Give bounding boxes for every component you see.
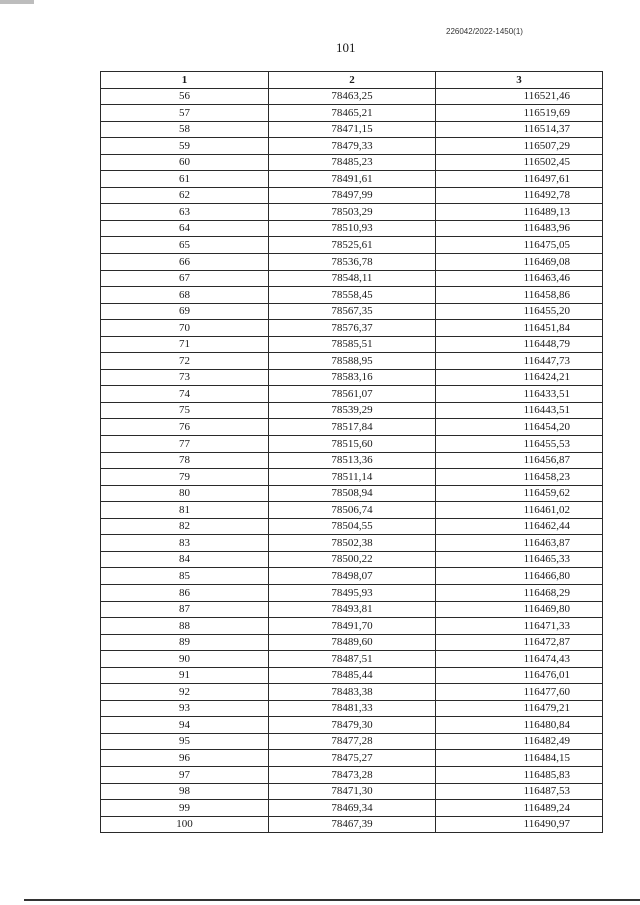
table-row xyxy=(101,634,603,651)
point-number-cell: 94 xyxy=(101,717,269,734)
y-coordinate-cell: 116466,80 xyxy=(436,568,603,585)
point-number-cell: 91 xyxy=(101,667,269,684)
point-number-cell: 71 xyxy=(101,336,269,353)
table-row xyxy=(101,369,603,386)
table-row xyxy=(101,287,603,304)
x-coordinate-cell: 78469,34 xyxy=(269,800,436,817)
x-coordinate-cell: 78503,29 xyxy=(269,204,436,221)
y-coordinate-cell: 116482,49 xyxy=(436,733,603,750)
table-row xyxy=(101,436,603,453)
x-coordinate-cell: 78471,30 xyxy=(269,783,436,800)
table-row xyxy=(101,353,603,370)
y-coordinate-cell: 116443,51 xyxy=(436,402,603,419)
x-coordinate-cell: 78513,36 xyxy=(269,452,436,469)
x-coordinate-cell: 78588,95 xyxy=(269,353,436,370)
x-coordinate-cell: 78489,60 xyxy=(269,634,436,651)
point-number-cell: 76 xyxy=(101,419,269,436)
point-number-cell: 99 xyxy=(101,800,269,817)
point-number-cell: 96 xyxy=(101,750,269,767)
y-coordinate-cell: 116463,87 xyxy=(436,535,603,552)
x-coordinate-cell: 78498,07 xyxy=(269,568,436,585)
table-row xyxy=(101,105,603,122)
table-row xyxy=(101,502,603,519)
x-coordinate-cell: 78481,33 xyxy=(269,700,436,717)
x-coordinate-cell: 78463,25 xyxy=(269,88,436,105)
y-coordinate-cell: 116507,29 xyxy=(436,138,603,155)
table-row xyxy=(101,485,603,502)
x-coordinate-cell: 78536,78 xyxy=(269,254,436,271)
table-row xyxy=(101,568,603,585)
x-coordinate-cell: 78493,81 xyxy=(269,601,436,618)
y-coordinate-cell: 116458,23 xyxy=(436,469,603,486)
x-coordinate-cell: 78585,51 xyxy=(269,336,436,353)
y-coordinate-cell: 116492,78 xyxy=(436,187,603,204)
table-row xyxy=(101,518,603,535)
point-number-cell: 59 xyxy=(101,138,269,155)
table-row xyxy=(101,204,603,221)
table-row xyxy=(101,220,603,237)
y-coordinate-cell: 116469,08 xyxy=(436,254,603,271)
table-row xyxy=(101,700,603,717)
x-coordinate-cell: 78495,93 xyxy=(269,584,436,601)
x-coordinate-cell: 78502,38 xyxy=(269,535,436,552)
y-coordinate-cell: 116485,83 xyxy=(436,766,603,783)
point-number-cell: 80 xyxy=(101,485,269,502)
y-coordinate-cell: 116448,79 xyxy=(436,336,603,353)
point-number-cell: 95 xyxy=(101,733,269,750)
table-row xyxy=(101,402,603,419)
y-coordinate-cell: 116484,15 xyxy=(436,750,603,767)
point-number-cell: 64 xyxy=(101,220,269,237)
y-coordinate-cell: 116424,21 xyxy=(436,369,603,386)
x-coordinate-cell: 78567,35 xyxy=(269,303,436,320)
y-coordinate-cell: 116468,29 xyxy=(436,584,603,601)
x-coordinate-cell: 78576,37 xyxy=(269,320,436,337)
y-coordinate-cell: 116471,33 xyxy=(436,618,603,635)
page-number: 101 xyxy=(336,40,356,55)
x-coordinate-cell: 78483,38 xyxy=(269,684,436,701)
y-coordinate-cell: 116472,87 xyxy=(436,634,603,651)
point-number-cell: 100 xyxy=(101,816,269,833)
table-row xyxy=(101,601,603,618)
x-coordinate-cell: 78467,39 xyxy=(269,816,436,833)
point-number-cell: 62 xyxy=(101,187,269,204)
y-coordinate-cell: 116487,53 xyxy=(436,783,603,800)
y-coordinate-cell: 116521,46 xyxy=(436,88,603,105)
y-coordinate-cell: 116483,96 xyxy=(436,220,603,237)
x-coordinate-cell: 78561,07 xyxy=(269,386,436,403)
x-coordinate-cell: 78510,93 xyxy=(269,220,436,237)
point-number-cell: 86 xyxy=(101,584,269,601)
x-coordinate-cell: 78479,33 xyxy=(269,138,436,155)
table-row xyxy=(101,667,603,684)
y-coordinate-cell: 116447,73 xyxy=(436,353,603,370)
x-coordinate-cell: 78491,70 xyxy=(269,618,436,635)
table-row xyxy=(101,551,603,568)
point-number-cell: 65 xyxy=(101,237,269,254)
x-coordinate-cell: 78508,94 xyxy=(269,485,436,502)
footer-rule xyxy=(24,899,640,901)
x-coordinate-cell: 78471,15 xyxy=(269,121,436,138)
point-number-cell: 82 xyxy=(101,518,269,535)
table-row xyxy=(101,816,603,833)
y-coordinate-cell: 116497,61 xyxy=(436,171,603,188)
x-coordinate-cell: 78525,61 xyxy=(269,237,436,254)
point-number-cell: 85 xyxy=(101,568,269,585)
x-coordinate-cell: 78558,45 xyxy=(269,287,436,304)
point-number-cell: 72 xyxy=(101,353,269,370)
point-number-cell: 73 xyxy=(101,369,269,386)
table-row xyxy=(101,270,603,287)
x-coordinate-cell: 78511,14 xyxy=(269,469,436,486)
point-number-cell: 97 xyxy=(101,766,269,783)
document-id: 226042/2022-1450(1) xyxy=(446,27,523,36)
column-header-2: 2 xyxy=(269,72,436,89)
point-number-cell: 81 xyxy=(101,502,269,519)
x-coordinate-cell: 78548,11 xyxy=(269,270,436,287)
point-number-cell: 60 xyxy=(101,154,269,171)
y-coordinate-cell: 116455,53 xyxy=(436,436,603,453)
table-row xyxy=(101,800,603,817)
table-row xyxy=(101,171,603,188)
table-row xyxy=(101,88,603,105)
x-coordinate-cell: 78506,74 xyxy=(269,502,436,519)
y-coordinate-cell: 116489,13 xyxy=(436,204,603,221)
point-number-cell: 79 xyxy=(101,469,269,486)
y-coordinate-cell: 116469,80 xyxy=(436,601,603,618)
x-coordinate-cell: 78487,51 xyxy=(269,651,436,668)
x-coordinate-cell: 78539,29 xyxy=(269,402,436,419)
x-coordinate-cell: 78497,99 xyxy=(269,187,436,204)
table-row xyxy=(101,584,603,601)
scan-corner-mark xyxy=(0,0,34,4)
point-number-cell: 68 xyxy=(101,287,269,304)
point-number-cell: 90 xyxy=(101,651,269,668)
table-row xyxy=(101,766,603,783)
table-row xyxy=(101,618,603,635)
x-coordinate-cell: 78517,84 xyxy=(269,419,436,436)
point-number-cell: 70 xyxy=(101,320,269,337)
y-coordinate-cell: 116480,84 xyxy=(436,717,603,734)
table-row xyxy=(101,386,603,403)
point-number-cell: 78 xyxy=(101,452,269,469)
y-coordinate-cell: 116456,87 xyxy=(436,452,603,469)
point-number-cell: 88 xyxy=(101,618,269,635)
x-coordinate-cell: 78515,60 xyxy=(269,436,436,453)
table-row xyxy=(101,419,603,436)
point-number-cell: 61 xyxy=(101,171,269,188)
table-row xyxy=(101,684,603,701)
y-coordinate-cell: 116489,24 xyxy=(436,800,603,817)
x-coordinate-cell: 78500,22 xyxy=(269,551,436,568)
y-coordinate-cell: 116462,44 xyxy=(436,518,603,535)
y-coordinate-cell: 116463,46 xyxy=(436,270,603,287)
point-number-cell: 93 xyxy=(101,700,269,717)
table-row xyxy=(101,320,603,337)
table-row xyxy=(101,121,603,138)
table-row xyxy=(101,254,603,271)
table-row xyxy=(101,717,603,734)
table-row xyxy=(101,733,603,750)
point-number-cell: 56 xyxy=(101,88,269,105)
point-number-cell: 77 xyxy=(101,436,269,453)
y-coordinate-cell: 116490,97 xyxy=(436,816,603,833)
table-row xyxy=(101,237,603,254)
y-coordinate-cell: 116458,86 xyxy=(436,287,603,304)
table-row xyxy=(101,138,603,155)
point-number-cell: 87 xyxy=(101,601,269,618)
point-number-cell: 57 xyxy=(101,105,269,122)
table-row xyxy=(101,651,603,668)
point-number-cell: 58 xyxy=(101,121,269,138)
y-coordinate-cell: 116454,20 xyxy=(436,419,603,436)
column-header-3: 3 xyxy=(436,72,603,89)
point-number-cell: 92 xyxy=(101,684,269,701)
x-coordinate-cell: 78475,27 xyxy=(269,750,436,767)
point-number-cell: 67 xyxy=(101,270,269,287)
y-coordinate-cell: 116465,33 xyxy=(436,551,603,568)
table-row xyxy=(101,452,603,469)
table-header-row xyxy=(101,72,603,89)
x-coordinate-cell: 78479,30 xyxy=(269,717,436,734)
x-coordinate-cell: 78485,23 xyxy=(269,154,436,171)
x-coordinate-cell: 78477,28 xyxy=(269,733,436,750)
table-row xyxy=(101,535,603,552)
y-coordinate-cell: 116475,05 xyxy=(436,237,603,254)
point-number-cell: 89 xyxy=(101,634,269,651)
table-row xyxy=(101,154,603,171)
y-coordinate-cell: 116461,02 xyxy=(436,502,603,519)
table-row xyxy=(101,750,603,767)
table-row xyxy=(101,303,603,320)
y-coordinate-cell: 116476,01 xyxy=(436,667,603,684)
x-coordinate-cell: 78465,21 xyxy=(269,105,436,122)
y-coordinate-cell: 116474,43 xyxy=(436,651,603,668)
x-coordinate-cell: 78583,16 xyxy=(269,369,436,386)
y-coordinate-cell: 116479,21 xyxy=(436,700,603,717)
y-coordinate-cell: 116455,20 xyxy=(436,303,603,320)
x-coordinate-cell: 78485,44 xyxy=(269,667,436,684)
y-coordinate-cell: 116451,84 xyxy=(436,320,603,337)
point-number-cell: 69 xyxy=(101,303,269,320)
table-row xyxy=(101,336,603,353)
y-coordinate-cell: 116433,51 xyxy=(436,386,603,403)
x-coordinate-cell: 78504,55 xyxy=(269,518,436,535)
y-coordinate-cell: 116477,60 xyxy=(436,684,603,701)
point-number-cell: 66 xyxy=(101,254,269,271)
table-row xyxy=(101,783,603,800)
table-body xyxy=(101,88,603,833)
point-number-cell: 83 xyxy=(101,535,269,552)
column-header-1: 1 xyxy=(101,72,269,89)
y-coordinate-cell: 116519,69 xyxy=(436,105,603,122)
point-number-cell: 63 xyxy=(101,204,269,221)
point-number-cell: 84 xyxy=(101,551,269,568)
table-row xyxy=(101,469,603,486)
table-row xyxy=(101,187,603,204)
coordinates-table xyxy=(100,71,603,833)
y-coordinate-cell: 116514,37 xyxy=(436,121,603,138)
y-coordinate-cell: 116502,45 xyxy=(436,154,603,171)
point-number-cell: 74 xyxy=(101,386,269,403)
x-coordinate-cell: 78473,28 xyxy=(269,766,436,783)
y-coordinate-cell: 116459,62 xyxy=(436,485,603,502)
point-number-cell: 75 xyxy=(101,402,269,419)
point-number-cell: 98 xyxy=(101,783,269,800)
x-coordinate-cell: 78491,61 xyxy=(269,171,436,188)
